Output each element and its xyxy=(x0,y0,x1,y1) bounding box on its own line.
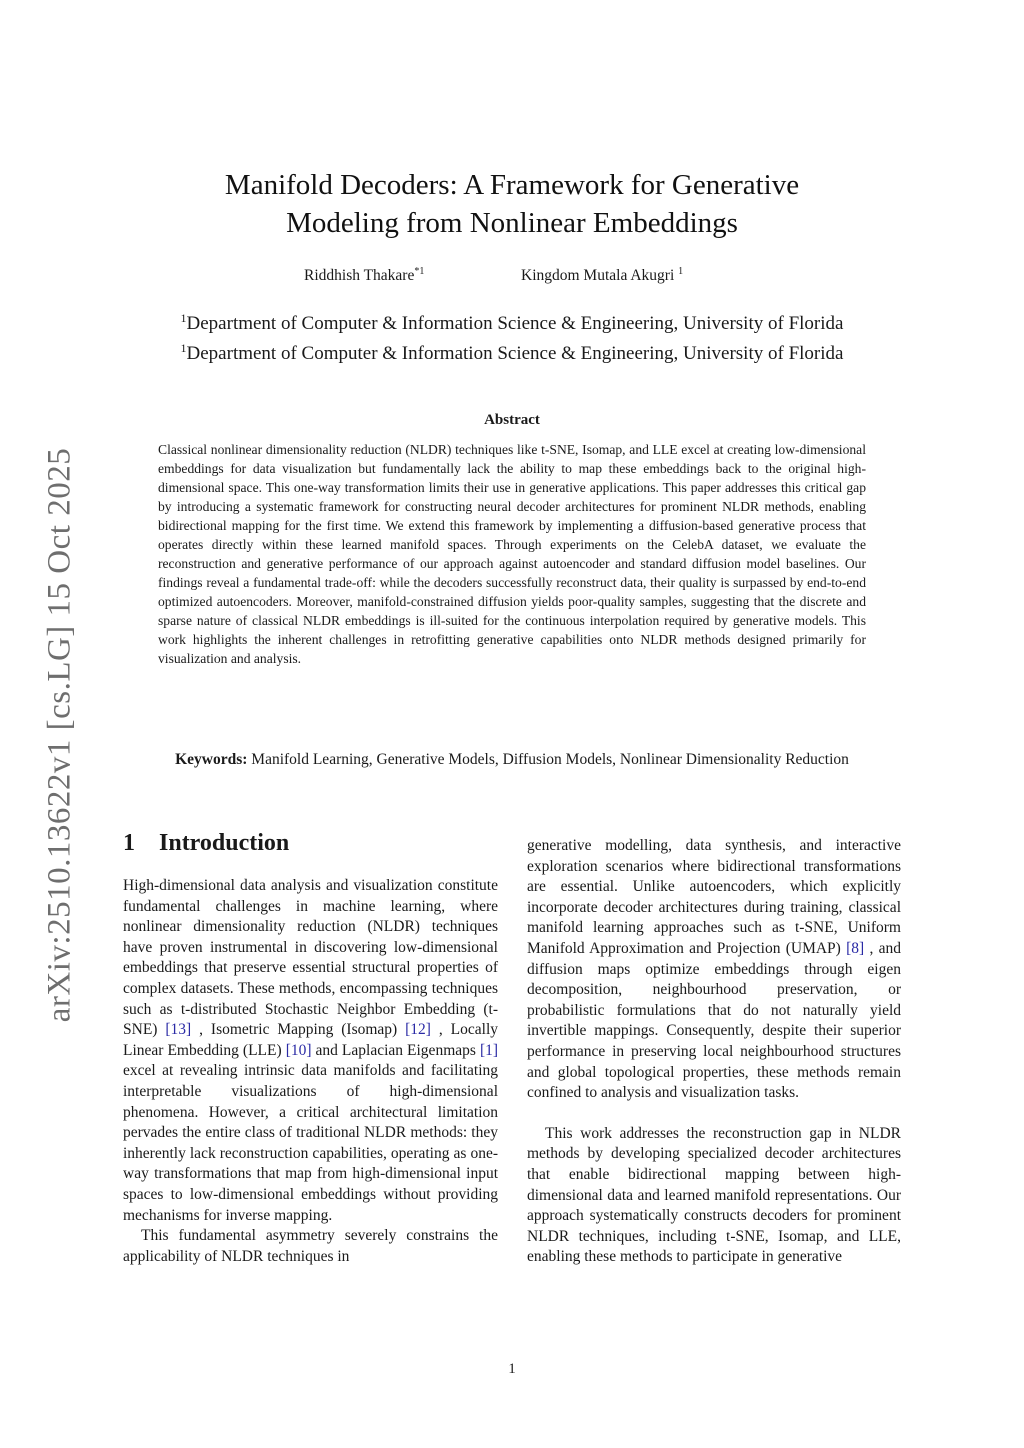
author-mark: *1 xyxy=(414,266,425,277)
section-heading-introduction xyxy=(123,830,289,857)
paper-title xyxy=(0,166,1024,242)
paragraph-text: excel at revealing intrinsic data manifolds and facilitating interpretable visualizations of high-dimensional phenomena. However, a critical architectural limitation pervades the entire class of traditional NLDR methods: they inherently lack reconstruction capabilities, operating as one-way transformations that map from high-dimensional input spaces to low-dimensional embeddings without providing mechanisms for inverse mapping. xyxy=(123,1062,498,1224)
citation-link[interactable]: [10] xyxy=(285,1041,312,1059)
paragraph-text: and Laplacian Eigenmaps xyxy=(315,1041,476,1059)
paragraph xyxy=(527,836,901,1104)
citation-link[interactable]: [13] xyxy=(165,1021,192,1039)
paragraph-text: generative modelling, data synthesis, and interactive exploration scenarios where bidirectional transformations are essential. Unlike autoencoders, which explicitly incorporate decoder architectures during training, classical manifold learning approaches such as t-SNE, Uniform Manifold Approximation and Projection (UMAP) xyxy=(527,837,901,957)
title-line-1: Manifold Decoders: A Framework for Generative xyxy=(224,169,800,201)
left-column xyxy=(123,876,498,1267)
affiliation-2 xyxy=(0,336,1024,366)
keywords-text: Manifold Learning, Generative Models, Diffusion Models, Nonlinear Dimensionality Reduction xyxy=(251,751,849,768)
section-number: 1 xyxy=(123,830,135,856)
keywords xyxy=(140,749,884,770)
right-column xyxy=(527,836,901,1268)
author-name: Kingdom Mutala Akugri xyxy=(521,267,675,284)
citation-link[interactable]: [1] xyxy=(479,1041,499,1059)
title-line-2: Modeling from Nonlinear Embeddings xyxy=(286,207,738,239)
paragraph: This fundamental asymmetry severely constrains the applicability of NLDR techniques in xyxy=(123,1227,498,1265)
affiliation-text: Department of Computer & Information Science & Engineering, University of Florida xyxy=(186,343,844,364)
affiliation-text: Department of Computer & Information Science & Engineering, University of Florida xyxy=(186,313,844,334)
citation-link[interactable]: [12] xyxy=(405,1021,431,1039)
author-name: Riddhish Thakare xyxy=(304,267,415,284)
affiliation-mark: 1 xyxy=(180,311,187,325)
affiliation-1 xyxy=(0,306,1024,336)
keywords-label: Keywords: xyxy=(175,751,248,768)
paragraph xyxy=(123,876,498,1226)
abstract-heading: Abstract xyxy=(484,412,540,428)
author-mark: 1 xyxy=(678,266,684,277)
paragraph: This work addresses the reconstruction gap in NLDR methods by developing specialized decoder architectures that enable bidirectional mapping between high-dimensional data and learned manifold representations. Our approach systematically constructs decoders for prominent NLDR techniques, including t-SNE, Isomap, and LLE, enabling these methods to participate in generative xyxy=(527,1124,901,1266)
paragraph-text: High-dimensional data analysis and visualization constitute fundamental challenges in machine learning, where nonlinear dimensionality reduction (NLDR) techniques have proven instrumental in discovering low-dimensional embeddings that preserve essential structural properties of complex datasets. These methods, encompassing techniques such as t-distributed Stochastic Neighbor Embedding (t-SNE) xyxy=(123,877,498,1039)
arxiv-identifier-stamp: arXiv:2510.13622v1 [cs.LG] 15 Oct 2025 xyxy=(41,447,78,1023)
author-1 xyxy=(304,266,424,285)
author-2 xyxy=(521,266,683,285)
affiliation-list xyxy=(0,306,1024,366)
paragraph-text: , and diffusion maps optimize embeddings through eigen decomposition, neighbourhood preservation, or probabilistic formulations that do not naturally yield invertible mappings. Consequently, despite their superior performance in preserving local neighbourhood structures and global topological properties, these methods remain confined to analysis and visualization tasks. xyxy=(527,939,902,1102)
page-number: 1 xyxy=(508,1361,516,1377)
section-title: Introduction xyxy=(159,830,290,856)
affiliation-mark: 1 xyxy=(180,341,187,355)
paragraph-text: , Locally Linear Embedding (LLE) xyxy=(123,1021,499,1059)
abstract-text: Classical nonlinear dimensionality reduction (NLDR) techniques like t-SNE, Isomap, and LLE excel at creating low-dimensional embeddings for data visualization but fundamentally lack the ability to map these embeddings back to the original high-dimensional space. This one-way transformation limits their use in generative applications. This paper addresses this critical gap by introducing a systematic framework for constructing neural decoder architectures for prominent NLDR methods, enabling bidirectional mapping for the first time. We extend this framework by implementing a diffusion-based generative process that operates directly within these learned manifold spaces. Through experiments on the CelebA dataset, we evaluate the reconstruction and generative performance of our approach against autoencoder and standard diffusion model baselines. Our findings reveal a fundamental trade-off: while the decoders successfully reconstruct data, their quality is surpassed by end-to-end optimized autoencoders. Moreover, manifold-constrained diffusion yields poor-quality samples, suggesting that the discrete and sparse nature of classical NLDR embeddings is ill-suited for the continuous interpolation required by generative models. This work highlights the inherent challenges in retrofitting generative capabilities onto NLDR methods designed primarily for visualization and analysis. xyxy=(158,442,866,666)
paragraph-text: , Isometric Mapping (Isomap) xyxy=(199,1021,398,1039)
citation-link[interactable]: [8] xyxy=(846,939,865,957)
